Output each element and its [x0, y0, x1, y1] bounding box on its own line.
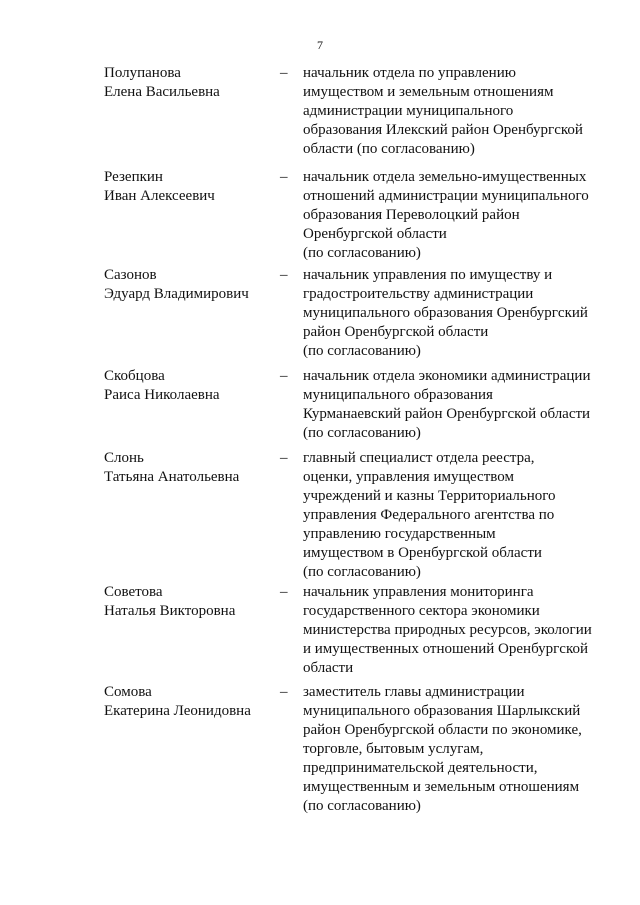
member-surname: Слонь: [104, 450, 144, 466]
member-name: [104, 683, 274, 721]
position-line: градостроительству администрации: [303, 286, 534, 302]
position-line: администрации муниципального: [303, 103, 514, 119]
member-surname: Полупанова: [104, 65, 181, 81]
member-surname: Советова: [104, 584, 163, 600]
member-position: [303, 583, 603, 678]
position-line: муниципального образования Оренбургский: [303, 305, 588, 321]
member-given-names: Екатерина Леонидовна: [104, 703, 251, 719]
position-line: управления Федерального агентства по: [303, 507, 555, 523]
position-line: район Оренбургской области: [303, 324, 489, 340]
member-name: [104, 583, 274, 621]
member-given-names: Наталья Викторовна: [104, 603, 236, 619]
page-number: 7: [317, 38, 323, 52]
separator-dash: –: [280, 65, 288, 81]
position-line: начальник отдела по управлению: [303, 65, 516, 81]
member-position: [303, 367, 603, 443]
member-name: [104, 266, 274, 304]
position-line: (по согласованию): [303, 798, 421, 814]
member-position: [303, 168, 603, 263]
position-line: Оренбургской области: [303, 226, 447, 242]
position-line: области: [303, 660, 354, 676]
position-line: начальник отдела земельно-имущественных: [303, 169, 587, 185]
member-name: [104, 449, 274, 487]
position-line: государственного сектора экономики: [303, 603, 540, 619]
position-line: образования Илекский район Оренбургской: [303, 122, 583, 138]
position-line: управлению государственным: [303, 526, 496, 542]
member-name: [104, 64, 274, 102]
member-given-names: Иван Алексеевич: [104, 188, 215, 204]
position-line: начальник управления мониторинга: [303, 584, 534, 600]
member-position: [303, 449, 603, 582]
position-line: начальник отдела экономики администрации: [303, 368, 591, 384]
position-line: предпринимательской деятельности,: [303, 760, 538, 776]
position-line: образования Переволоцкий район: [303, 207, 520, 223]
position-line: министерства природных ресурсов, экологии: [303, 622, 592, 638]
member-position: [303, 683, 603, 816]
position-line: и имущественных отношений Оренбургской: [303, 641, 588, 657]
position-line: (по согласованию): [303, 564, 421, 580]
member-given-names: Раиса Николаевна: [104, 387, 220, 403]
member-surname: Сазонов: [104, 267, 157, 283]
separator-dash: –: [280, 267, 288, 283]
member-name: [104, 367, 274, 405]
position-line: имуществом в Оренбургской области: [303, 545, 542, 561]
member-given-names: Татьяна Анатольевна: [104, 469, 240, 485]
member-name: [104, 168, 274, 206]
position-line: области (по согласованию): [303, 141, 475, 157]
separator-dash: –: [280, 169, 288, 185]
position-line: муниципального образования Шарлыкский: [303, 703, 581, 719]
member-surname: Резепкин: [104, 169, 163, 185]
member-position: [303, 64, 603, 159]
member-surname: Сомова: [104, 684, 152, 700]
position-line: торговле, бытовым услугам,: [303, 741, 484, 757]
position-line: муниципального образования: [303, 387, 493, 403]
member-position: [303, 266, 603, 361]
member-surname: Скобцова: [104, 368, 165, 384]
separator-dash: –: [280, 584, 288, 600]
position-line: заместитель главы администрации: [303, 684, 525, 700]
position-line: (по согласованию): [303, 245, 421, 261]
position-line: главный специалист отдела реестра,: [303, 450, 535, 466]
position-line: начальник управления по имуществу и: [303, 267, 553, 283]
member-given-names: Елена Васильевна: [104, 84, 220, 100]
position-line: (по согласованию): [303, 425, 421, 441]
separator-dash: –: [280, 450, 288, 466]
position-line: имущественным и земельным отношениям: [303, 779, 580, 795]
position-line: Курманаевский район Оренбургской области: [303, 406, 591, 422]
position-line: учреждений и казны Территориального: [303, 488, 556, 504]
position-line: оценки, управления имуществом: [303, 469, 514, 485]
position-line: район Оренбургской области по экономике,: [303, 722, 582, 738]
separator-dash: –: [280, 368, 288, 384]
position-line: отношений администрации муниципального: [303, 188, 589, 204]
member-given-names: Эдуард Владимирович: [104, 286, 249, 302]
separator-dash: –: [280, 684, 288, 700]
position-line: имуществом и земельным отношениям: [303, 84, 554, 100]
position-line: (по согласованию): [303, 343, 421, 359]
